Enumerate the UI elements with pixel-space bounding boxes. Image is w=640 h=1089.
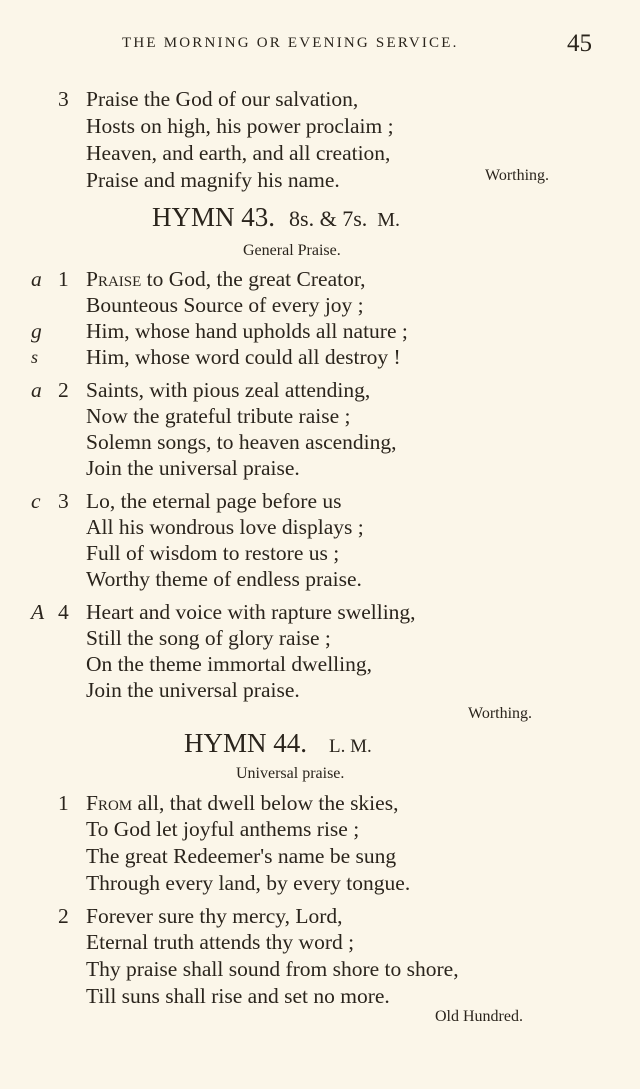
hymn-meter: L. M. xyxy=(329,736,372,757)
verse-line: Solemn songs, to heaven ascending, xyxy=(86,430,397,454)
tune-name: Old Hundred. xyxy=(435,1008,523,1025)
page-number: 45 xyxy=(567,30,592,57)
verse-line: To God let joyful anthems rise ; xyxy=(86,817,360,841)
hymn-meter: 8s. & 7s. xyxy=(289,206,368,231)
verse-line: Till suns shall rise and set no more. xyxy=(86,984,390,1008)
verse-number: 3 xyxy=(58,489,69,513)
verse-line: Praise the God of our salvation, xyxy=(86,87,359,111)
verse-line xyxy=(86,790,398,816)
dynamic-mark: a xyxy=(31,267,42,291)
verse-line: Still the song of glory raise ; xyxy=(86,626,331,650)
hymn-number: HYMN 44. xyxy=(184,728,308,758)
first-word: Praise xyxy=(86,267,142,291)
verse-line: Saints, with pious zeal attending, xyxy=(86,378,371,402)
tune-name: Worthing. xyxy=(468,705,533,722)
first-line-rest: to God, the great Creator, xyxy=(141,267,366,291)
verse-line: Thy praise shall sound from shore to shore, xyxy=(86,957,459,981)
verse-number: 1 xyxy=(58,791,69,815)
verse-line: Him, whose hand upholds all nature ; xyxy=(86,319,408,343)
verse-number: 2 xyxy=(58,378,69,402)
hymn-number: HYMN 43. xyxy=(152,202,276,232)
verse-line: All his wondrous love displays ; xyxy=(86,515,364,539)
verse-number: 3 xyxy=(58,87,69,111)
meter-suffix: M. xyxy=(377,209,401,231)
dynamic-mark: g xyxy=(31,319,42,343)
verse-number: 2 xyxy=(58,904,69,928)
verse-line: Heaven, and earth, and all creation, xyxy=(86,141,391,165)
verse-line: On the theme immortal dwelling, xyxy=(86,652,373,676)
hymn-subtitle: Universal praise. xyxy=(236,765,345,782)
first-line-rest: all, that dwell below the skies, xyxy=(132,791,399,815)
verse-line: Join the universal praise. xyxy=(86,456,300,480)
verse-line: The great Redeemer's name be sung xyxy=(86,844,397,868)
tune-name: Worthing. xyxy=(485,167,550,184)
verse-line: Through every land, by every tongue. xyxy=(86,871,411,895)
verse-line: Him, whose word could all destroy ! xyxy=(86,345,401,369)
verse-line: Praise and magnify his name. xyxy=(86,168,340,192)
running-head: THE MORNING OR EVENING SERVICE. xyxy=(122,35,459,51)
verse-line: Full of wisdom to restore us ; xyxy=(86,541,340,565)
verse-line: Worthy theme of endless praise. xyxy=(86,567,362,591)
dynamic-mark: c xyxy=(31,489,41,513)
verse-line: Join the universal praise. xyxy=(86,678,300,702)
verse-number: 1 xyxy=(58,267,69,291)
verse-line: Now the grateful tribute raise ; xyxy=(86,404,351,428)
verse-line: Eternal truth attends thy word ; xyxy=(86,930,355,954)
hymn-subtitle: General Praise. xyxy=(243,242,341,259)
hymn-title xyxy=(152,202,400,233)
verse-line: Hosts on high, his power proclaim ; xyxy=(86,114,394,138)
verse-line xyxy=(86,266,366,292)
dynamic-mark: A xyxy=(31,600,45,624)
verse-number: 4 xyxy=(58,600,69,624)
verse-line: Lo, the eternal page before us xyxy=(86,489,342,513)
verse-line: Forever sure thy mercy, Lord, xyxy=(86,904,343,928)
verse-line: Heart and voice with rapture swelling, xyxy=(86,600,416,624)
verse-line: Bounteous Source of every joy ; xyxy=(86,293,364,317)
hymn-title xyxy=(184,728,372,759)
first-word: From xyxy=(86,791,133,815)
dynamic-mark: a xyxy=(31,378,42,402)
dynamic-mark: s xyxy=(31,347,39,367)
